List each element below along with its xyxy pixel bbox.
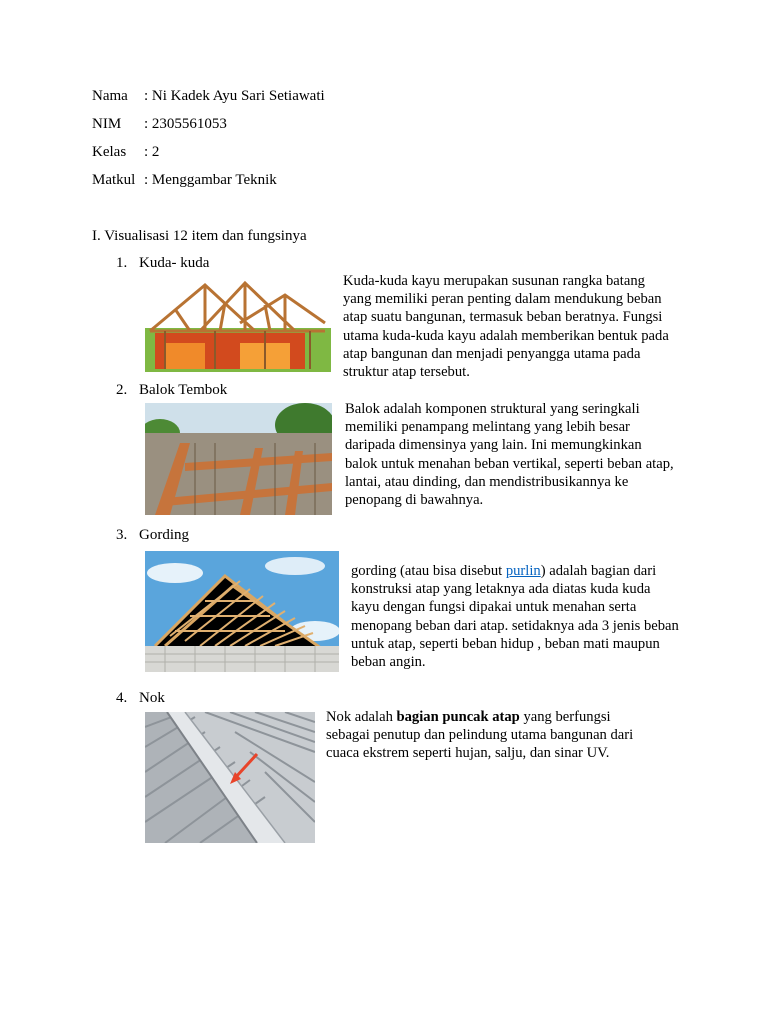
item-3-description <box>351 562 681 671</box>
kuda-kuda-image <box>145 273 331 372</box>
item-4-desc-pre: Nok adalah <box>326 709 397 725</box>
item-2-label <box>116 381 227 399</box>
item-1-description: Kuda-kuda kayu merupakan susunan rangka batang yang memiliki peran penting dalam mendukung beban atap suatu bangunan, termasuk beban beratnya. Fungsi utama kuda-kuda kayu adalah memberikan bentuk pada atap bangunan dan menjadi penyangga utama pada struktur atap tersebut. <box>343 273 669 381</box>
kelas-label: Kelas <box>92 144 127 160</box>
item-4-desc-post: yang berfungsi sebagai penutup dan pelindung utama bangunan dari cuaca ekstrem seperti hujan, salju, dan sinar UV. <box>326 709 634 762</box>
balok-tembok-image <box>145 403 332 515</box>
matkul-value: : Menggambar Teknik <box>144 172 277 188</box>
gording-image <box>145 551 339 672</box>
matkul-row <box>92 171 277 189</box>
item-2-title: Balok Tembok <box>139 382 228 398</box>
item-3-desc-pre: gording (atau bisa disebut <box>351 563 506 579</box>
item-3-number: 3. <box>116 527 128 543</box>
name-row <box>92 87 325 105</box>
nok-image <box>145 712 315 843</box>
item-4-label <box>116 689 165 707</box>
item-1-label <box>116 254 209 272</box>
item-1-number: 1. <box>116 255 128 271</box>
item-3-label <box>116 526 189 544</box>
item-1-title: Kuda- kuda <box>139 255 210 271</box>
item-4-title: Nok <box>139 690 165 706</box>
kelas-row <box>92 143 159 161</box>
matkul-label: Matkul <box>92 172 136 188</box>
item-4-description <box>326 708 656 763</box>
nim-value: : 2305561053 <box>144 116 227 132</box>
section-title: I. Visualisasi 12 item dan fungsinya <box>92 228 307 244</box>
item-4-number: 4. <box>116 690 128 706</box>
nim-label: NIM <box>92 116 122 132</box>
item-3-title: Gording <box>139 527 189 543</box>
item-4-desc-bold: bagian puncak atap <box>396 709 520 725</box>
purlin-link[interactable]: purlin <box>505 563 541 579</box>
item-3-desc-post: ) adalah bagian dari konstruksi atap yang letaknya ada diatas kuda kuda kayu dengan fungsi dipakai untuk menahan serta menopang beban dari atap. setidaknya ada 3 jenis beban untuk atap, seperti beban hidup , beban mati maupun beban angin. <box>351 563 679 671</box>
nim-row <box>92 115 227 133</box>
kelas-value: : 2 <box>144 144 160 160</box>
name-value: : Ni Kadek Ayu Sari Setiawati <box>144 88 325 104</box>
name-label: Nama <box>92 88 128 104</box>
item-2-number: 2. <box>116 382 128 398</box>
item-2-description: Balok adalah komponen struktural yang seringkali memiliki penampang melintang yang lebih besar daripada dimensinya yang lain. Ini memungkinkan balok untuk menahan beban vertikal, seperti beban atap, lantai, atau dinding, dan mendistribusikannya ke penopang di bawahnya. <box>345 401 674 509</box>
